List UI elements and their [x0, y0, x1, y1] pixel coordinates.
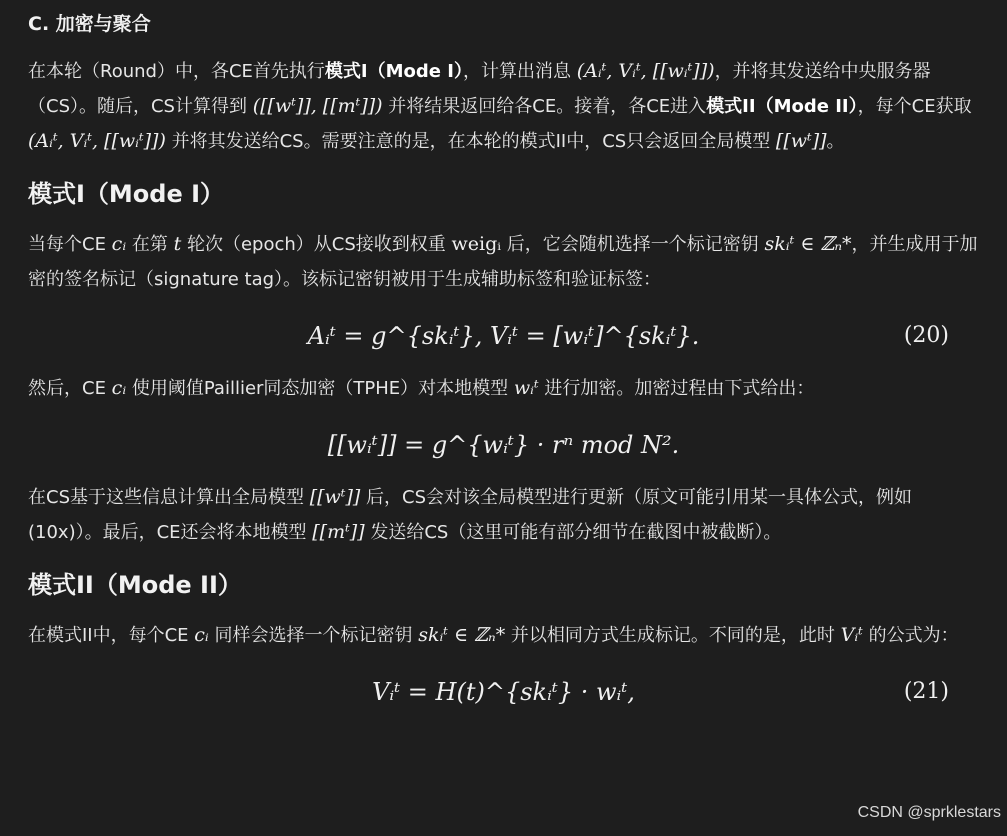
mode-ii-paragraph-1	[28, 618, 979, 653]
text-run: 同样会选择一个标记密钥	[208, 625, 419, 646]
text-run: 后，CS会对该全局模型进行更新（原文可能引用某一具体公式，例如(10x)）。最后，CE还会将本地模型	[28, 487, 913, 543]
text-run: 后，它会随机选择一个标记密钥	[501, 234, 765, 255]
equation-20-body: Aᵢᵗ = g^{skᵢᵗ}, Vᵢᵗ = [wᵢᵗ]^{skᵢᵗ}.	[307, 322, 700, 350]
equation-21	[28, 665, 979, 719]
mode-ii-heading: 模式II（Mode II）	[28, 571, 242, 599]
math-inline-message-2: (Aᵢᵗ, Vᵢᵗ, [[wᵢᵗ]])	[28, 130, 166, 152]
text-run: 在本轮（Round）中，各CE首先执行	[28, 61, 325, 82]
intro-paragraph	[28, 54, 979, 159]
mode-i-paragraph-3	[28, 480, 979, 550]
mode-i-paragraph-2	[28, 371, 979, 406]
math-sk-in-zn: skᵢᵗ ∈ ℤₙ*	[418, 624, 506, 646]
equation-21-body: Vᵢᵗ = H(t)^{skᵢᵗ} · wᵢᵗ,	[372, 678, 635, 706]
math-inline-message: (Aᵢᵗ, Vᵢᵗ, [[wᵢᵗ]])	[576, 60, 715, 82]
math-ci: cᵢ	[111, 377, 127, 399]
text-run: 发送给CS（这里可能有部分细节在截图中被截断）。	[364, 522, 782, 543]
text-run: 并将结果返回给各CE。接着，各CE进入	[382, 96, 707, 117]
math-ci: cᵢ	[111, 233, 127, 255]
watermark: CSDN @sprklestars	[857, 804, 1001, 821]
math-sk-in-zn: skᵢᵗ ∈ ℤₙ*	[764, 233, 852, 255]
math-t: t	[173, 233, 182, 255]
text-run: ，计算出消息	[462, 61, 577, 82]
math-vi: Vᵢᵗ	[840, 624, 863, 646]
equation-20-number: (20)	[903, 323, 949, 348]
text-run: 然后，CE	[28, 378, 112, 399]
math-ci: cᵢ	[194, 624, 209, 646]
text-run: 的公式为：	[862, 625, 959, 646]
text-run: 进行加密。加密过程由下式给出：	[538, 378, 815, 399]
text-run: 并将其发送给CS。需要注意的是，在本轮的模式II中，CS只会返回全局模型	[165, 131, 776, 152]
text-run: 并以相同方式生成标记。不同的是，此时	[505, 625, 841, 646]
equation-encryption-body: [[wᵢᵗ]] = g^{wᵢᵗ} · rⁿ mod N².	[327, 431, 680, 459]
equation-20	[28, 309, 979, 363]
bold-term-mode-ii: 模式II（Mode II）	[706, 96, 858, 117]
equation-encryption	[28, 418, 979, 472]
bold-term-mode-i: 模式I（Mode I）	[324, 61, 463, 82]
text-run: ，并将其发送给中央服务器（CS）。随后，CS计算得到	[28, 61, 931, 117]
text-run: 轮次（epoch）从CS接收到权重	[181, 234, 452, 255]
text-run: ，并生成用于加密的签名标记（signature tag）。该标记密钥被用于生成辅助标签和验证标签：	[28, 234, 978, 290]
math-weig: weigᵢ	[451, 233, 502, 255]
math-global-m: [[mᵗ]]	[312, 521, 365, 543]
text-run: 在CS基于这些信息计算出全局模型	[28, 487, 310, 508]
section-heading: C. 加密与聚合	[28, 13, 151, 35]
text-run: 。	[826, 131, 845, 152]
equation-21-number: (21)	[903, 679, 949, 704]
math-inline-global-model: [[wᵗ]]	[775, 130, 827, 152]
math-wi: wᵢᵗ	[513, 377, 539, 399]
text-run: 在第	[126, 234, 174, 255]
math-inline-global: ([[wᵗ]], [[mᵗ]])	[252, 95, 383, 117]
math-global-w: [[wᵗ]]	[309, 486, 361, 508]
text-run: 当每个CE	[28, 234, 112, 255]
mode-i-paragraph-1	[28, 227, 979, 297]
text-run: 使用阈值Paillier同态加密（TPHE）对本地模型	[126, 378, 514, 399]
text-run: ，每个CE获取	[857, 96, 972, 117]
text-run: 在模式II中，每个CE	[28, 625, 195, 646]
mode-i-heading: 模式I（Mode I）	[28, 180, 225, 208]
